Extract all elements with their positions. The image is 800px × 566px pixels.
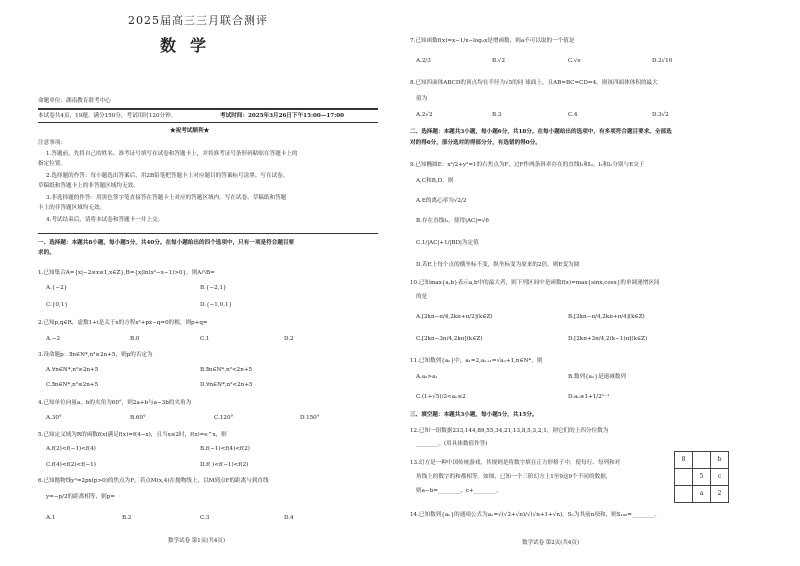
question-3: 3.设命题p：∃n∈N*,n²≥2n+5，则p的否定为	[38, 352, 153, 358]
exam-title: 2025届高三三月联合测评	[128, 14, 268, 27]
option-c: C.4	[568, 112, 578, 118]
section-1-heading-cont: 求的。	[38, 250, 55, 256]
option-b: B.3	[492, 112, 502, 118]
question-12: 12.已知一组数据233,144,89,55,34,21,13,8,5,3,2,1，则它们的上四分位数为	[410, 428, 609, 434]
option-c: C.f(4)<f(2)<f(−1)	[46, 462, 96, 468]
section-2-heading-cont: 对的得6分，部分选对的得部分分，有选错的得0分。	[410, 140, 541, 146]
question-13: 13.幻方是一种中国传统游戏，其规则是将数字填在正方形格子中，使每行、每列和对	[410, 460, 621, 466]
notice-title: 注意事项：	[38, 140, 66, 146]
divider	[38, 122, 378, 123]
option-d: D.4	[284, 515, 294, 521]
option-c: C.∃n∈N*,n²≤2n+5	[46, 382, 99, 388]
option-c: C.120°	[214, 415, 234, 421]
option-b: B.60°	[130, 415, 146, 421]
question-2: 2.已知p,q∈R，虚数1+i是关于x的方程x²+px−q=0的根，则p+q=	[38, 320, 208, 326]
question-1: 1.已知集合A={x|−2≤x≤1,x∈Z},B={x|ln(x²−x−1)>0}，则A∩B=	[38, 270, 215, 276]
option-d: D.aₙ≥1+1/2ⁿ⁻¹	[568, 394, 610, 400]
notice-line: 草稿纸和答题卡上的非答题区域均无效。	[38, 183, 139, 189]
option-d: D.3√2	[652, 112, 669, 118]
page-footer: 数学试卷 第2页(共4页)	[522, 540, 580, 546]
magic-cell	[675, 469, 693, 486]
magic-square	[674, 451, 729, 503]
option-b: B.∃n∈N*,n²<2n+5	[200, 367, 253, 373]
option-b: B.存在直线l₁，使得|AC|=√6	[416, 218, 489, 224]
option-a: A.f(2)<f(−1)<f(4)	[46, 446, 96, 452]
section-2-heading: 二、选择题：本题共3小题，每小题6分，共18分。在每小题给出的选项中，有多项符合题目要求。全部选	[410, 129, 672, 135]
question-7: 7.已知函数f(x)=x−1/x−log₂x是增函数，则a不可以取的一个值是	[410, 38, 575, 44]
option-a: A.E的离心率为√2/2	[416, 198, 467, 204]
option-d: D.∀n∈N*,n²<2n+5	[200, 382, 253, 388]
option-c: C.3	[200, 515, 210, 521]
magic-cell: 2	[711, 486, 729, 503]
option-d: D.2√10	[652, 58, 673, 64]
notice-line: 2.选择题的作答：每小题选出答案后，用2B铅笔把答题卡上对应题目的答案标号涂黑。写在试卷、	[46, 173, 289, 179]
section-3-heading: 三、填空题：本题共3小题，每小题5分，共15分。	[410, 412, 538, 418]
magic-cell: b	[711, 452, 729, 469]
option-a: A.[2kπ−π/4,2kπ+π/2](k∈Z)	[416, 314, 493, 320]
question-4: 4.已知单位向量a，b的夹角为60°，则2a+b与a−3b的夹角为	[38, 400, 192, 406]
divider	[38, 233, 378, 234]
option-d: D.若E上每个点的横坐标不变，纵坐标变为原来的2倍，则E变为圆	[416, 262, 580, 268]
magic-cell: c	[711, 469, 729, 486]
option-b: B.数列{aₙ}是递减数列	[568, 374, 626, 380]
magic-cell	[693, 452, 711, 469]
magic-cell	[675, 486, 693, 503]
magic-cell: a	[693, 486, 711, 503]
option-a: A.2/3	[416, 58, 431, 64]
question-13-cont: 则a−b=________，c+________。	[416, 488, 502, 494]
option-a: A.30°	[46, 415, 62, 421]
question-9-cont: A,C和B,D，则	[416, 178, 454, 184]
subject-title: 数学	[160, 36, 221, 55]
option-a: A.2√2	[416, 112, 433, 118]
divider	[38, 108, 378, 110]
option-c: C.√e	[568, 58, 581, 64]
section-1-heading: 一、选择题：本题共8小题，每小题5分，共40分。在每小题给出的四个选项中，只有一项是符合题目要	[38, 240, 295, 246]
option-b: B.√2	[492, 58, 506, 64]
option-a: A.a₂>a₁	[416, 374, 438, 380]
option-b: B.0	[130, 336, 140, 342]
question-9: 9.已知椭圆E：x²/2+y²=1的右焦点为F，过F作两条斜率存在的直线l₁和l₂，l₁和l₂分别与E交于	[410, 162, 645, 168]
option-d: D.150°	[300, 415, 320, 421]
magic-cell: 5	[693, 469, 711, 486]
question-8-cont: 值为	[416, 96, 428, 102]
notice-line: 指定位置。	[38, 161, 66, 167]
question-10: 10.已知max{a,b}表示a,b中的最大者，则下列区间中是函数f(x)=max{sinx,cosx}的单调递增区间	[410, 280, 660, 286]
notice-line: 卡上的非答题区域均无效。	[38, 205, 106, 211]
question-13-cont: 角线上的数字的和都相等。如图，已知一个三阶幻方上1至9这9个不同的数据，	[416, 474, 612, 480]
magic-cell: 8	[675, 452, 693, 469]
question-14: 14.已知数列{aₙ}的通项公式为aₙ=√(√2+√n)/√(√n+1+√n)，Sₙ为其前n项和，则S₁₀₀=________。	[410, 512, 660, 518]
notice-line: 4.考试结束后，请将本试卷和答题卡一并上交。	[46, 217, 164, 223]
option-c: C.{0,1}	[46, 302, 68, 308]
option-c: C.(1+√5)/2<aₙ≤2	[416, 394, 466, 400]
option-a: A.{−2}	[46, 285, 68, 291]
question-12-cont: ________。(用具体数值作答)	[416, 441, 488, 447]
option-c: C.1	[200, 336, 210, 342]
option-d: D.f( )<f(−1)<f(2)	[200, 462, 249, 468]
exam-time: 考试时间：2025年3月26日下午15:00—17:00	[220, 113, 345, 119]
question-6: 6.已知抛物线y²=2px(p>0)的焦点为F，若点M(x,4)在抛物线上，以M到点F的距离与到直线	[38, 478, 269, 484]
exam-info: 本试卷共4页，19题。满分150分，考试用时120分钟。	[38, 113, 177, 119]
notice-line: 3.非选择题的作答：用黑色签字笔直接答在答题卡上对应的答题区域内。写在试卷、草稿纸和答题	[46, 195, 287, 201]
option-b: B.{−2,1}	[200, 285, 227, 291]
question-10-cont: 的是	[416, 294, 428, 300]
page-2	[402, 0, 800, 566]
option-d: D.{−1,0,1}	[200, 302, 233, 308]
option-d: D.2	[284, 336, 294, 342]
option-d: D.[2kπ+3π/4,2(k−1)π](k∈Z)	[568, 336, 648, 342]
question-8: 8.已知四面体ABCD的顶点均在半径为√5的同 球面上，且AB=BC=CD=4，则该四面体体积的最大	[410, 80, 658, 86]
good-luck: ★祝考试顺利★	[170, 128, 210, 134]
option-b: B.2	[122, 515, 132, 521]
notice-line: 1.答题前，先将自己的姓名、准考证号填写在试卷和答题卡上，并将准考证号条形码粘贴在答题卡上的	[46, 151, 298, 157]
page-footer: 数学试卷 第1页(共4页)	[168, 538, 226, 544]
org-line: 命题单位：湖南教育联考中心	[38, 98, 111, 104]
question-11: 11.已知数列{aₙ}中，a₁=2,aₙ₊₁=√aₙ+1,n∈N*，则	[410, 358, 543, 364]
question-5: 5.已知定义域为R的函数f(x)满足f(x)=f(4−x)，且当x≤2时，f(x)=e^x，则	[38, 432, 227, 438]
option-c: C.1/|AC|+1/|BD|为定值	[416, 240, 479, 246]
option-c: C.[2kπ−3π/4,2kπ](k∈Z)	[416, 336, 483, 342]
option-a: A.∀n∈N*,n²≥2n+5	[46, 367, 99, 373]
option-b: B.[2kπ−π/4,2kπ+π/4](k∈Z)	[568, 314, 645, 320]
question-6-cont: y=−p/2的距离相等，则p=	[46, 494, 115, 500]
option-a: A.1	[46, 515, 56, 521]
option-a: A.−2	[46, 336, 61, 342]
page-1	[0, 0, 398, 566]
option-b: B.f(−1)<f(4)<f(2)	[200, 446, 250, 452]
